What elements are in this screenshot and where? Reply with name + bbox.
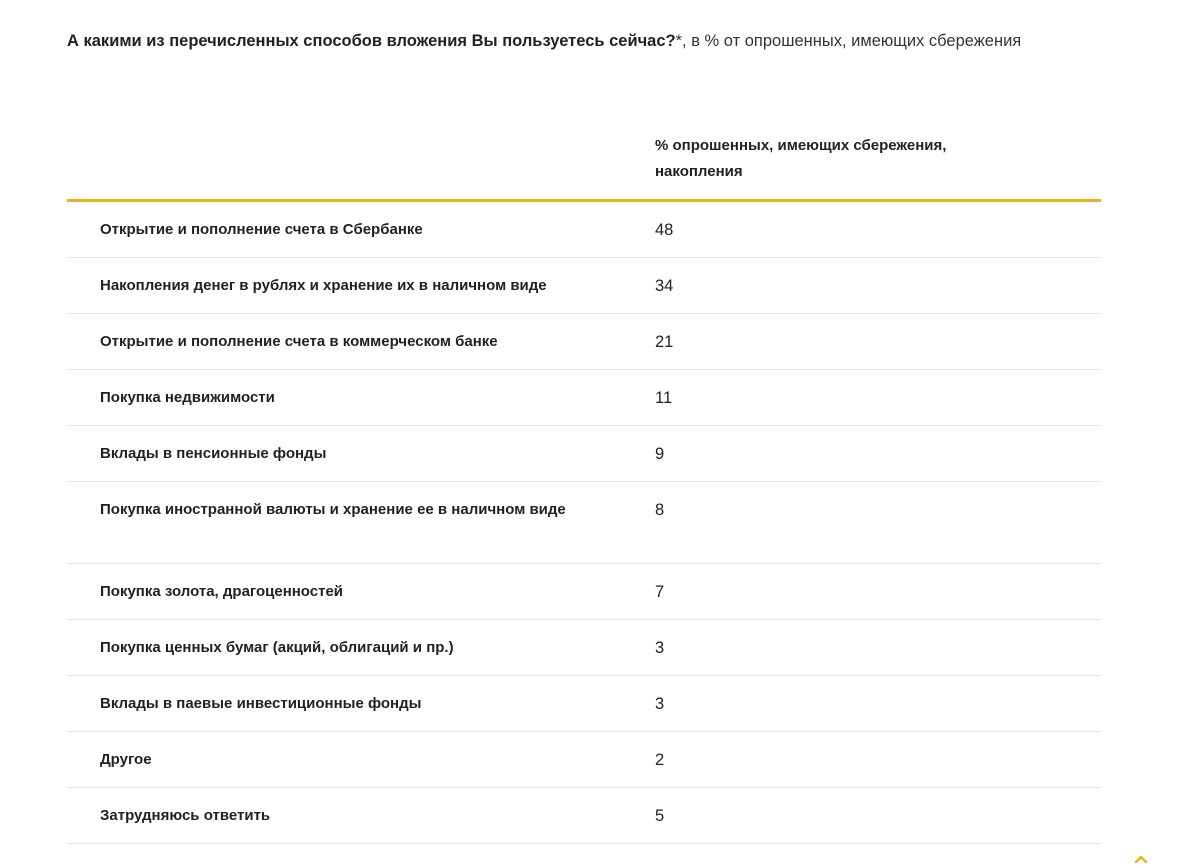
row-label: Вклады в паевые инвестиционные фонды	[100, 695, 422, 712]
row-value: 48	[655, 221, 674, 239]
row-label: Покупка золота, драгоценностей	[100, 583, 344, 600]
row-label: Открытие и пополнение счета в коммерческом банке	[100, 333, 498, 350]
row-value: 9	[655, 445, 665, 463]
table-row	[67, 202, 1101, 258]
table-row	[67, 314, 1101, 370]
results-table	[67, 132, 1101, 844]
row-value: 5	[655, 807, 665, 825]
question-heading	[67, 27, 1067, 55]
table-row	[67, 564, 1101, 620]
row-label: Открытие и пополнение счета в Сбербанке	[100, 221, 423, 238]
column-header-percent: % опрошенных, имеющих сбережения, накопления	[655, 137, 947, 180]
table-header	[67, 132, 1101, 202]
row-value: 3	[655, 639, 665, 657]
row-label: Покупка ценных бумаг (акций, облигаций и пр.)	[100, 639, 454, 656]
table-row	[67, 482, 1101, 564]
table-row	[67, 426, 1101, 482]
row-value: 7	[655, 583, 665, 601]
question-note: *, в % от опрошенных, имеющих сбережения	[675, 32, 1022, 50]
table-row	[67, 732, 1101, 788]
row-value: 3	[655, 695, 665, 713]
table-row	[67, 370, 1101, 426]
row-value: 34	[655, 277, 674, 295]
question-text: А какими из перечисленных способов вложения Вы пользуетесь сейчас?	[67, 32, 676, 50]
table-row	[67, 676, 1101, 732]
row-label: Покупка недвижимости	[100, 389, 275, 406]
row-value: 21	[655, 333, 674, 351]
scroll-to-top-button[interactable]	[1134, 850, 1148, 858]
table-row	[67, 620, 1101, 676]
row-label: Другое	[100, 751, 152, 768]
row-label: Накопления денег в рублях и хранение их в наличном виде	[100, 277, 547, 294]
table-row	[67, 258, 1101, 314]
row-value: 11	[655, 389, 673, 407]
row-value: 8	[655, 501, 665, 519]
row-label: Вклады в пенсионные фонды	[100, 445, 327, 462]
row-value: 2	[655, 751, 665, 769]
chevron-up-icon	[1134, 855, 1148, 863]
row-label: Покупка иностранной валюты и хранение ее в наличном виде	[100, 501, 566, 518]
table-row	[67, 788, 1101, 844]
row-label: Затрудняюсь ответить	[100, 807, 271, 824]
